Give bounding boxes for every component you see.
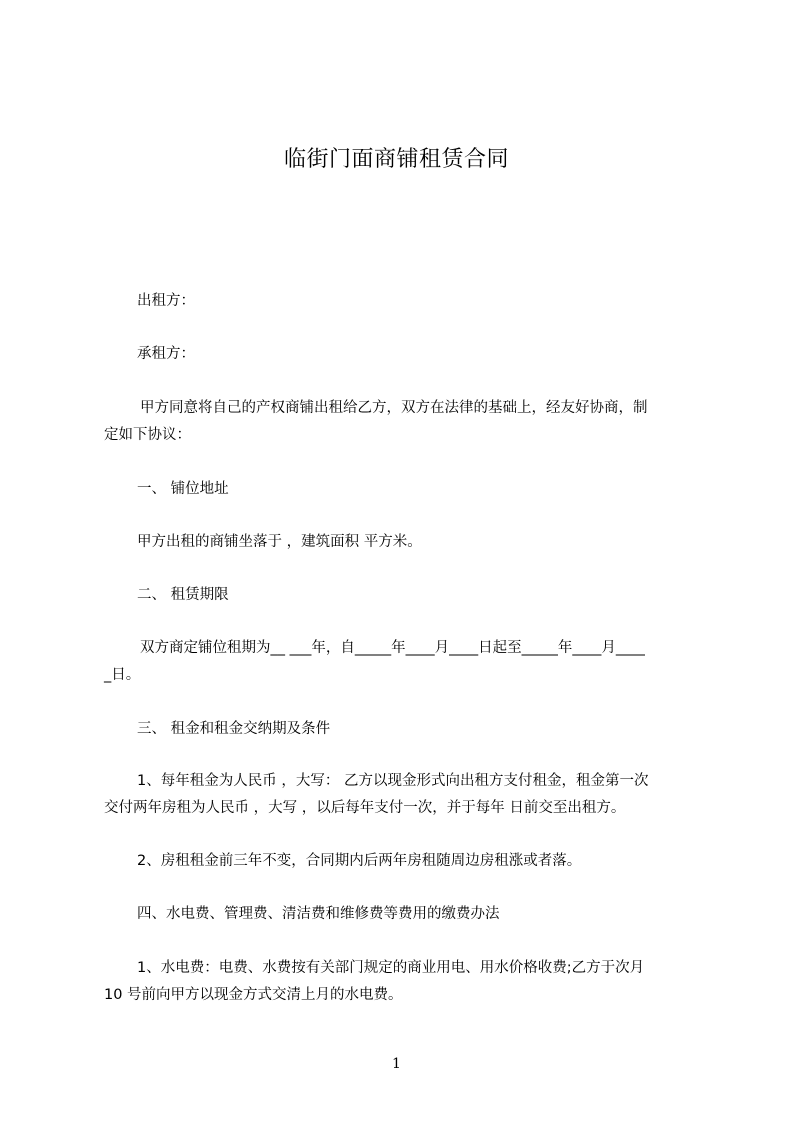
page-number: 1 bbox=[392, 1056, 401, 1072]
section-1-body: 甲方出租的商铺坐落于 ，建筑面积 平方米。 bbox=[137, 534, 422, 550]
intro-line-1: 甲方同意将自己的产权商铺出租给乙方，双方在法律的基础上，经友好协商，制 bbox=[140, 400, 648, 416]
document-title: 临街门面商铺租赁合同 bbox=[283, 147, 509, 172]
lessor-line: 出租方： bbox=[137, 293, 195, 309]
section-2-line-1: 双方商定铺位租期为__ ___年，自_____年____月____日起至_____年____月____ bbox=[140, 640, 645, 656]
lessee-line: 承租方： bbox=[137, 346, 195, 362]
section-1-heading: 一、 铺位地址 bbox=[137, 481, 229, 497]
section-3-heading: 三、 租金和租金交纳期及条件 bbox=[137, 721, 331, 737]
section-3-item-2: 2、房租租金前三年不变，合同期内后两年房租随周边房租涨或者落。 bbox=[137, 853, 582, 869]
section-2-heading: 二、 租赁期限 bbox=[137, 587, 229, 603]
section-3-item-1-line-1: 1、每年租金为人民币 ，大写： 乙方以现金形式向出租方支付租金，租金第一次 bbox=[137, 773, 649, 789]
section-4-item-1-line-1: 1、水电费：电费、水费按有关部门规定的商业用电、用水价格收费;乙方于次月 bbox=[137, 960, 645, 976]
section-4-item-1-line-2: 10 号前向甲方以现金方式交清上月的水电费。 bbox=[104, 987, 403, 1003]
section-4-heading: 四、水电费、管理费、清洁费和维修费等费用的缴费办法 bbox=[137, 906, 500, 922]
section-3-item-1-line-2: 交付两年房租为人民币 ，大写 ，以后每年支付一次，并于每年 日前交至出租方。 bbox=[104, 800, 626, 816]
section-2-line-2: _日。 bbox=[104, 667, 141, 683]
intro-line-2: 定如下协议： bbox=[104, 427, 191, 443]
